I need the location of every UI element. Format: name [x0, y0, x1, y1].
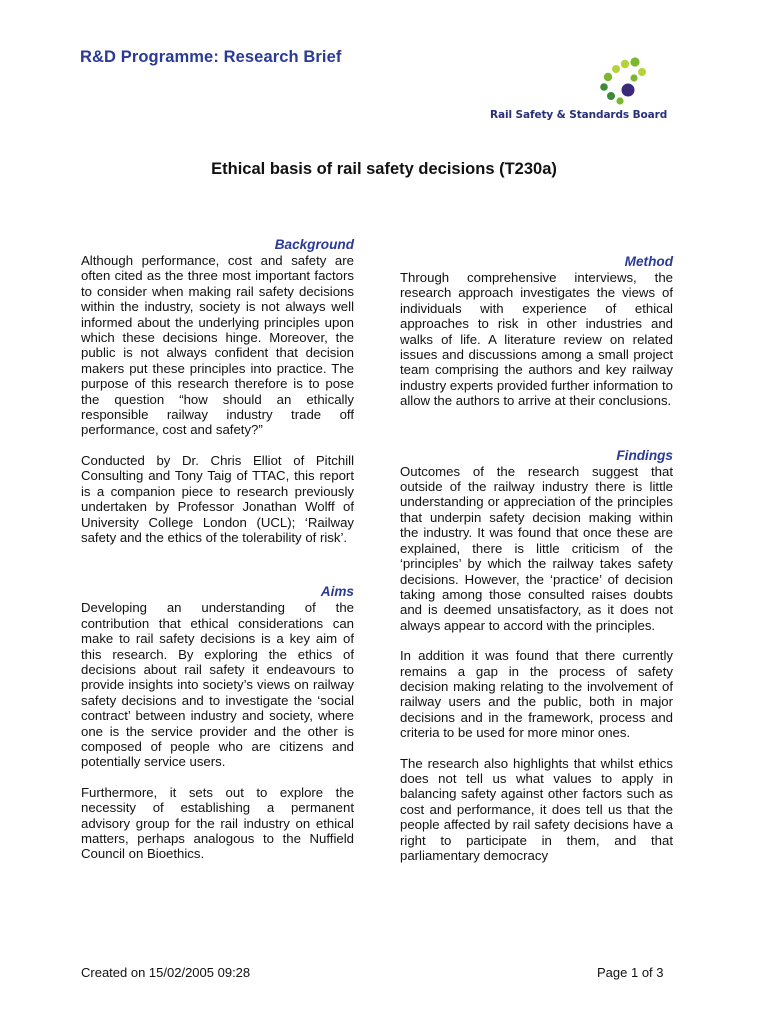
- background-paragraph-1: Although performance, cost and safety are often cited as the three most important factors to consider when making rail safety decisions within the industry, society is not always well informed about the underlying principles upon which these decisions hinge. Moreover, the public is not always confident that decision makers put these principles into practice. The purpose of this research therefore is to pose the question “how should an ethically responsible railway industry trade off performance, cost and safety?”: [81, 253, 354, 438]
- right-column: [400, 253, 673, 863]
- aims-heading: Aims: [320, 584, 354, 600]
- programme-title: R&D Programme: Research Brief: [80, 48, 342, 66]
- findings-paragraph-2: In addition it was found that there currently remains a gap in the process of safety decision making relating to the involvement of railway users and the public, both in major decisions and in the framework, process and criteria to be used for more minor ones.: [400, 648, 673, 741]
- document-title: Ethical basis of rail safety decisions (T230a): [211, 160, 557, 178]
- findings-heading: Findings: [616, 447, 673, 463]
- method-paragraph-1: Through comprehensive interviews, the research approach investigates the views of individuals with experience of ethical approaches to risk in other industries and walks of life. A literature review on related issues and discussions among a small project team comprising the authors and key railway industry experts provided further information to allow the authors to arrive at their conclusions.: [400, 270, 673, 409]
- aims-paragraph-1: Developing an understanding of the contribution that ethical considerations can make to rail safety decisions is a key aim of this research. By exploring the ethics of decisions about rail safety it endeavours to provide insights into society’s views on railway safety decisions and to investigate the ‘social contract’ between industry and society, where one is the service provider and the other is composed of people who are citizens and potentially service users.: [81, 600, 354, 770]
- method-heading: Method: [624, 254, 673, 269]
- page-number: Page 1 of 3: [597, 965, 664, 980]
- left-column: [81, 236, 354, 862]
- findings-paragraph-3: The research also highlights that whilst ethics does not tell us what values to apply in balancing safety against other factors such as cost and performance, it does tell us that the people affected by rail safety decisions have a right to participate in them, and that parliamentary democracy: [400, 755, 673, 863]
- findings-paragraph-1: Outcomes of the research suggest that outside of the railway industry there is little understanding or appreciation of the principles that underpin safety decision making within the industry. It was found that once these are explained, there is little criticism of the ‘principles’ by which the railway takes safety decisions. However, the ‘practice’ of decision taking among those consulted raises doubts and is deemed unsatisfactory, as it does not always appear to accord with the principles.: [400, 463, 673, 633]
- background-paragraph-2: Conducted by Dr. Chris Elliot of Pitchill Consulting and Tony Taig of TTAC, this report is a companion piece to research previously undertaken by Professor Jonathan Wolff of University College London (UCL); ‘Railway safety and the ethics of the tolerability of risk’.: [81, 452, 354, 545]
- aims-paragraph-2: Furthermore, it sets out to explore the necessity of establishing a permanent advisory group for the rail industry on ethical matters, perhaps analogous to the Nuffield Council on Bioethics.: [81, 784, 354, 862]
- created-timestamp: Created on 15/02/2005 09:28: [81, 965, 251, 980]
- logo-text: Rail Safety & Standards Board: [490, 109, 668, 121]
- rssb-logo-icon: [594, 56, 656, 106]
- background-heading: Background: [274, 237, 354, 252]
